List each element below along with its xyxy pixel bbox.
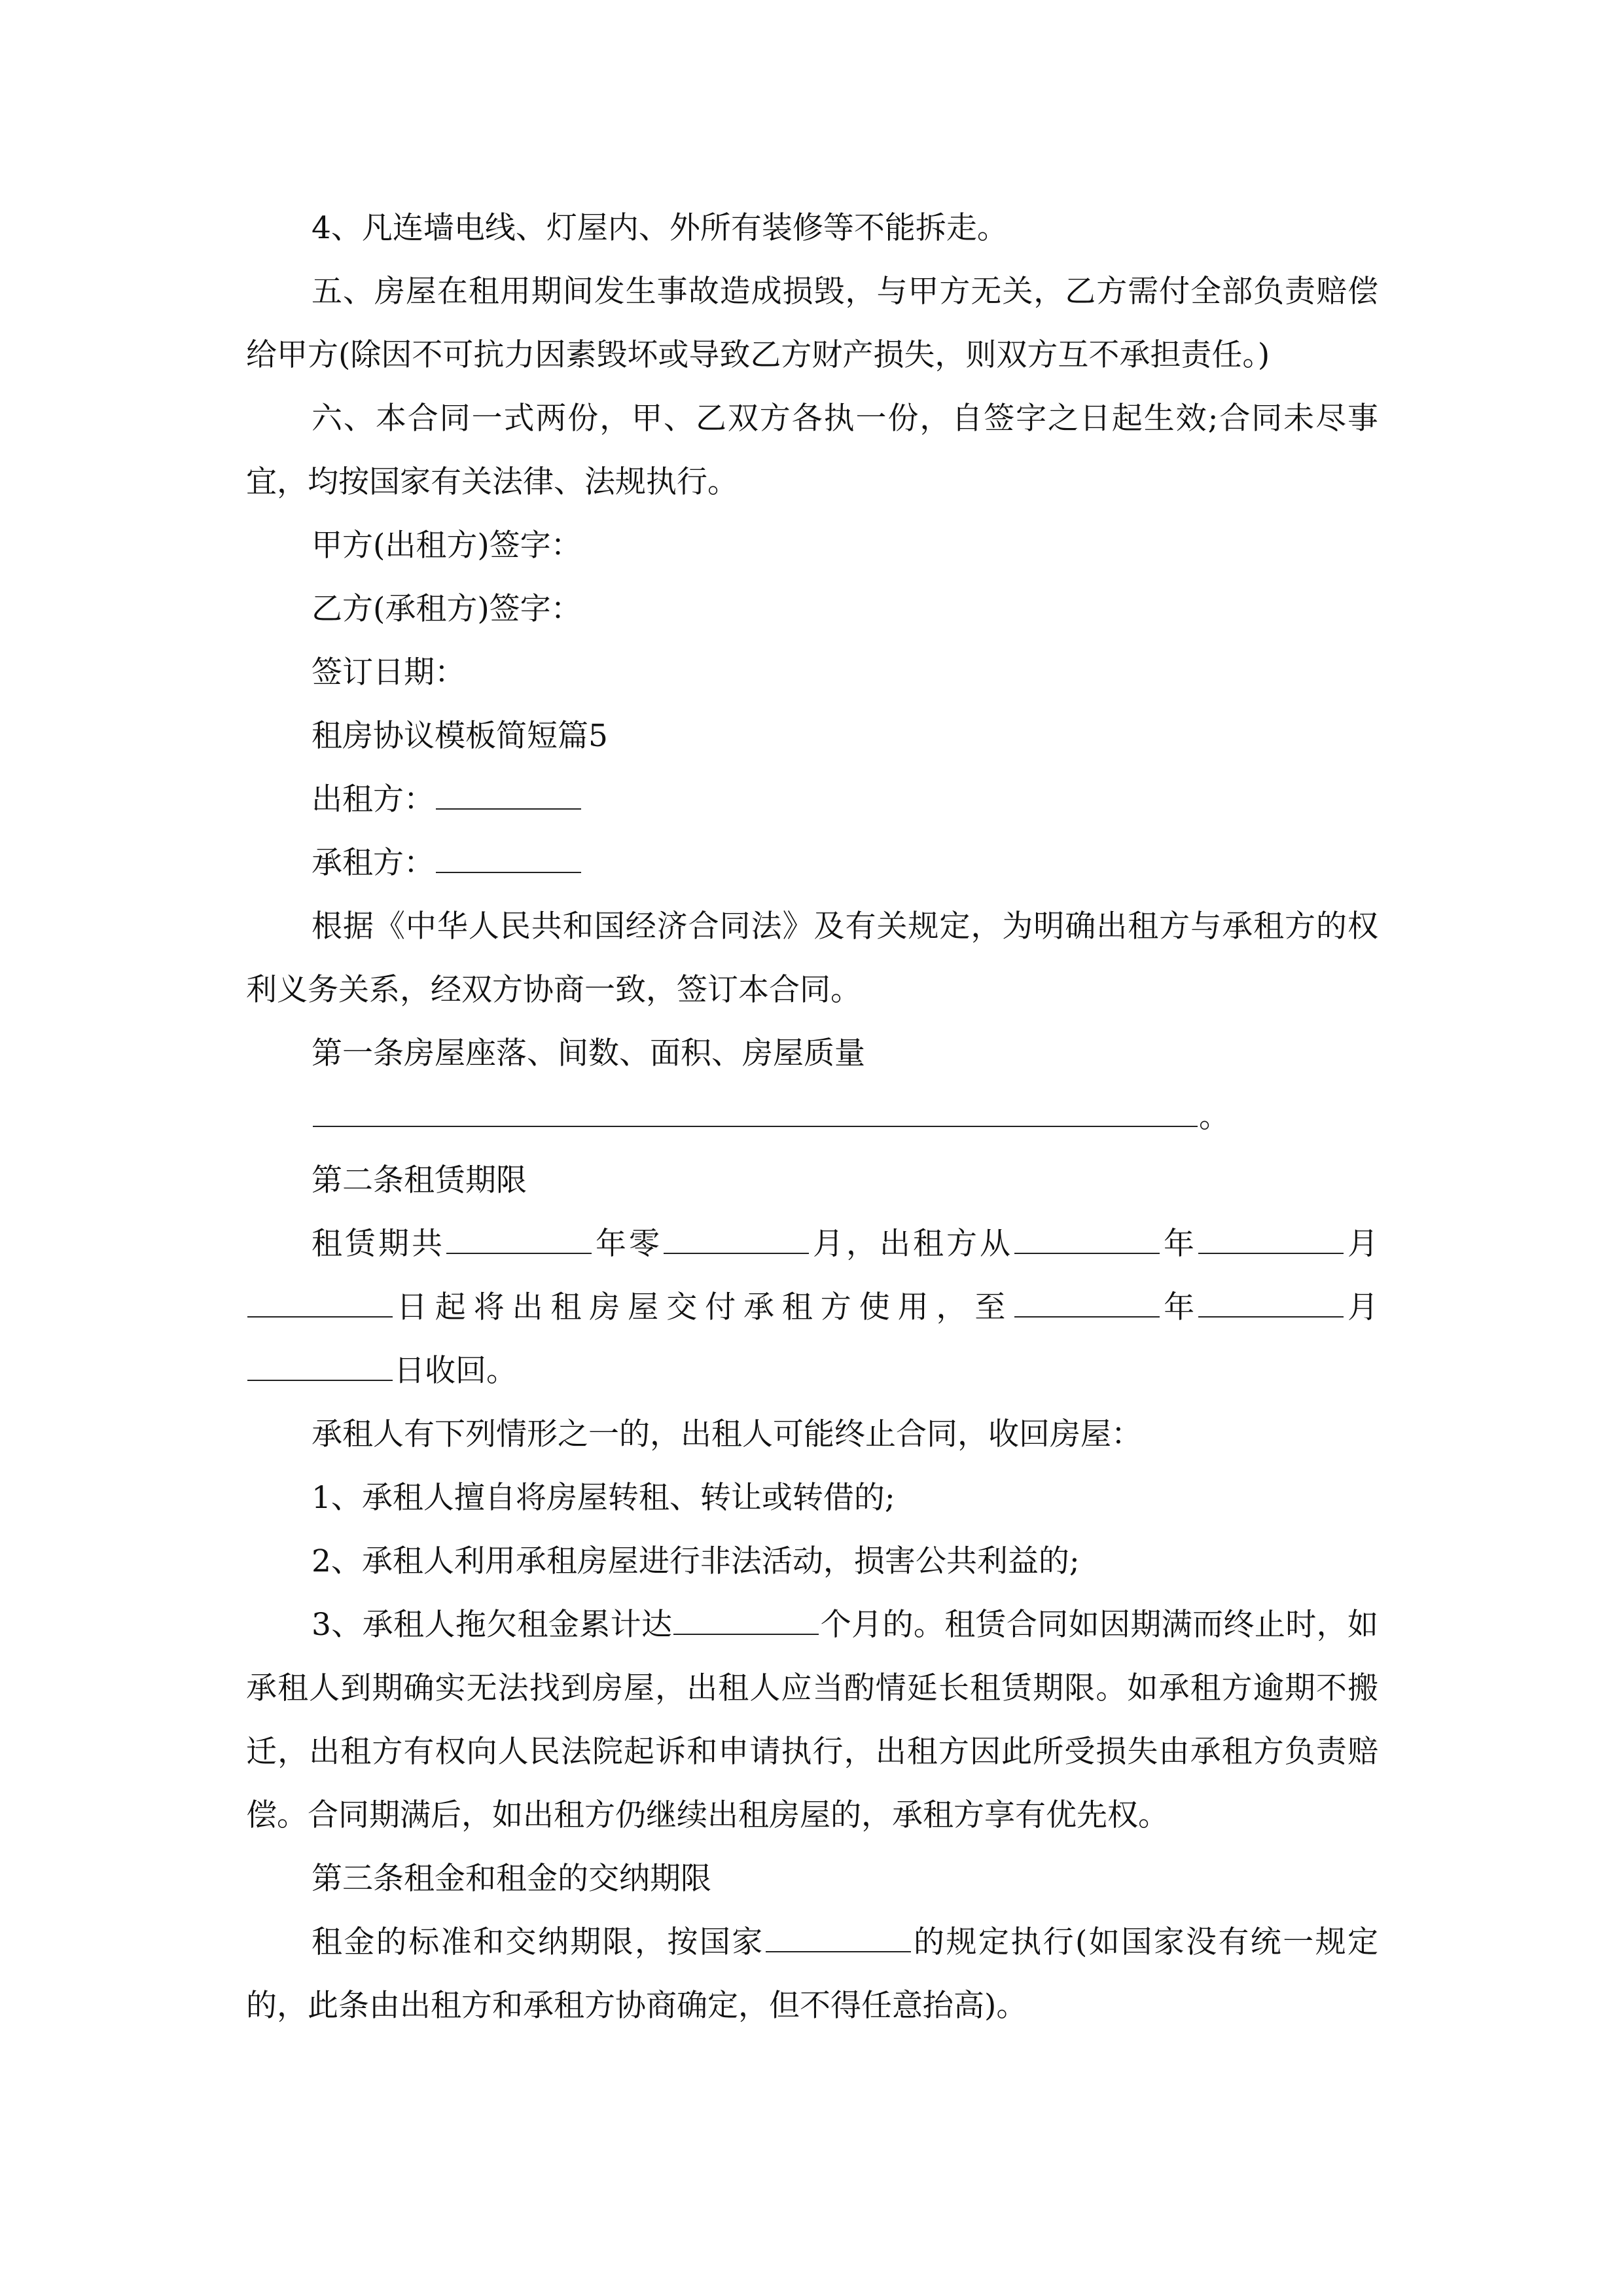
party-a-signature: 甲方(出租方)签字： <box>312 528 582 564</box>
lease-term-text-i: 日收回。 <box>394 1353 517 1389</box>
rent-standard-text-b: 的规定执行(如国家没有统一规定的，此条由出租方和承租方协商确定，但不得任意抬高)。 <box>246 1924 1379 2024</box>
lessor-label: 出租方： <box>312 781 435 817</box>
signing-date: 签订日期： <box>312 655 465 691</box>
start-year-blank <box>1014 1227 1160 1254</box>
rent-regulation-blank <box>766 1925 911 1952</box>
start-month-blank <box>1198 1227 1344 1254</box>
lessee-label: 承租方： <box>312 845 435 881</box>
party-b-signature: 乙方(承租方)签字： <box>312 591 582 627</box>
document-body <box>246 196 1378 2037</box>
lease-term-text-f: 日起将出租房屋交付承租方使用，至 <box>394 1289 1014 1325</box>
lessee-blank <box>436 846 581 873</box>
clause-five: 五、房屋在租用期间发生事故造成损毁，与甲方无关，乙方需付全部负责赔偿给甲方(除因不可抗力因素毁坏或导致乙方财产损失，则双方互不承担责任。) <box>246 274 1378 373</box>
article-one-blank-line <box>246 1085 1378 1149</box>
termination-item-3 <box>246 1593 1378 1847</box>
lease-term-text-h: 月 <box>1345 1289 1379 1325</box>
rent-standard <box>246 1910 1378 2037</box>
lease-term-text-e: 月 <box>1345 1226 1378 1262</box>
arrears-months-blank <box>673 1607 819 1635</box>
article-two-title: 第二条租赁期限 <box>312 1162 527 1198</box>
termination-item-1: 1、承租人擅自将房屋转租、转让或转借的; <box>312 1480 895 1516</box>
preamble: 根据《中华人民共和国经济合同法》及有关规定，为明确出租方与承租方的权利义务关系，经双方协商一致，签订本合同。 <box>246 908 1378 1008</box>
article-one-end: 。 <box>1199 1099 1230 1135</box>
termination-item-2: 2、承租人利用承租房屋进行非法活动，损害公共利益的; <box>312 1543 1080 1579</box>
end-year-blank <box>1014 1290 1160 1318</box>
end-day-blank <box>247 1354 393 1381</box>
end-month-blank <box>1198 1290 1344 1318</box>
lease-term-text-b: 年零 <box>593 1226 662 1262</box>
article-one-title: 第一条房屋座落、间数、面积、房屋质量 <box>312 1035 865 1071</box>
lease-years-blank <box>446 1227 592 1254</box>
termination-item-3-text-a: 3、承租人拖欠租金累计达 <box>312 1607 673 1643</box>
clause-4: 4、凡连墙电线、灯屋内、外所有装修等不能拆走。 <box>312 210 1008 246</box>
lease-months-blank <box>664 1227 809 1254</box>
termination-item-3-text-b: 个月的。租赁合同如因期满而终止时，如承租人到期确实无法找到房屋，出租人应当酌情延长租赁期限。如承租方逾期不搬迁，出租方有权向人民法院起诉和申请执行，出租方因此所受损失由承租方负责赔偿。合同期满后，如出租方仍继续出租房屋的，承租方享有优先权。 <box>246 1607 1378 1833</box>
lessor-blank <box>436 782 581 810</box>
article-three-title: 第三条租金和租金的交纳期限 <box>312 1861 711 1897</box>
rent-standard-text-a: 租金的标准和交纳期限，按国家 <box>312 1924 764 1960</box>
lessee-line <box>246 831 1378 895</box>
clause-six: 六、本合同一式两份，甲、乙双方各执一份，自签字之日起生效;合同未尽事宜，均按国家有关法律、法规执行。 <box>246 401 1378 500</box>
start-day-blank <box>247 1290 393 1318</box>
property-details-blank <box>313 1100 1198 1127</box>
lessor-line <box>246 768 1378 831</box>
termination-intro: 承租人有下列情形之一的，出租人可能终止合同，收回房屋： <box>312 1416 1142 1452</box>
section-heading: 租房协议模板简短篇5 <box>312 718 608 754</box>
lease-term-text-g: 年 <box>1161 1289 1198 1325</box>
lease-term-line <box>246 1212 1378 1403</box>
lease-term-text-a: 租赁期共 <box>312 1226 445 1262</box>
lease-term-text-d: 年 <box>1161 1226 1197 1262</box>
lease-term-text-c: 月，出租方从 <box>810 1226 1013 1262</box>
